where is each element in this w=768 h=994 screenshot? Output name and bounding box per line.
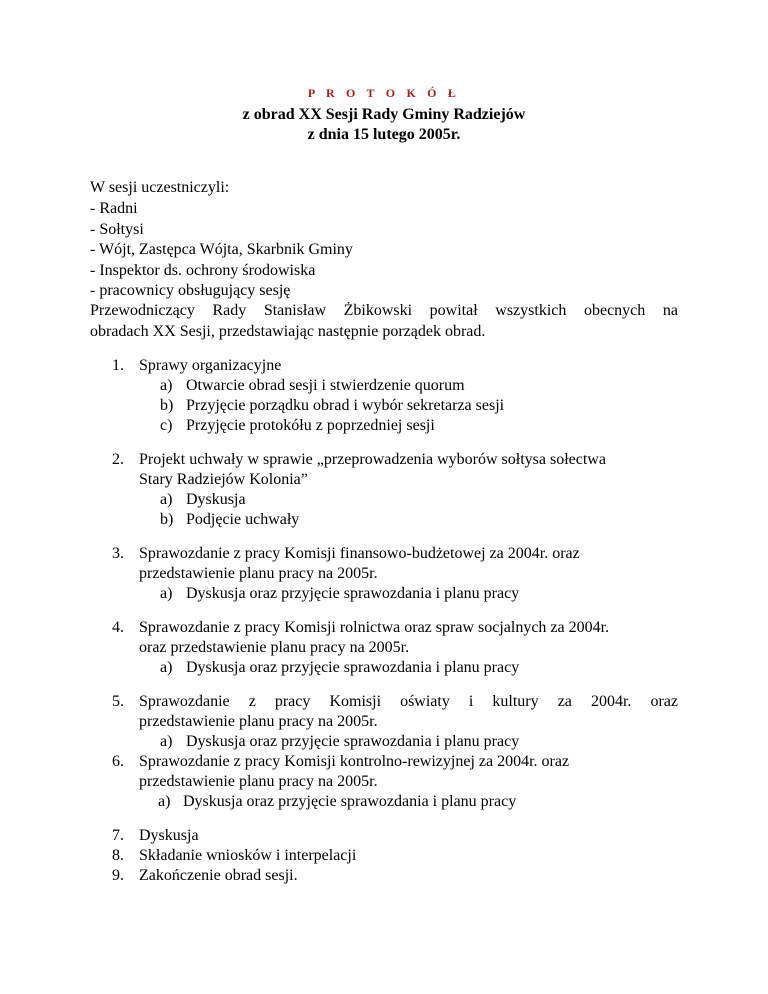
agenda-item-text: przedstawienie planu pracy na 2005r.: [139, 773, 378, 790]
attendee-item: - Wójt, Zastępca Wójta, Skarbnik Gminy: [90, 241, 353, 258]
document-subtitle: z obrad XX Sesji Rady Gminy Radziejów: [242, 106, 526, 123]
agenda-item-text: Sprawozdanie z pracy Komisji rolnictwa oraz spraw socjalnych za 2004r.: [139, 619, 610, 636]
agenda-item-text: przedstawienie planu pracy na 2005r.: [139, 565, 378, 582]
agenda-sub-letter: b): [160, 397, 174, 414]
agenda-sub-letter: c): [160, 417, 173, 434]
agenda-sub-text: Otwarcie obrad sesji i stwierdzenie quorum: [186, 377, 465, 394]
agenda-number: 7.: [112, 827, 124, 844]
attendee-item: - Radni: [90, 200, 138, 217]
agenda-item-text: Zakończenie obrad sesji.: [139, 867, 298, 884]
agenda-number: 1.: [112, 357, 124, 374]
agenda-number: 9.: [112, 867, 124, 884]
agenda-sub-text: Przyjęcie porządku obrad i wybór sekretarza sesji: [186, 397, 505, 414]
agenda-sub-letter: a): [160, 659, 173, 676]
agenda-sub-letter: a): [160, 585, 173, 602]
agenda-sub-letter: a): [160, 491, 173, 508]
agenda-item-text: Sprawozdanie z pracy Komisji oświaty i kultury za 2004r. oraz: [139, 693, 678, 710]
agenda-sub-letter: b): [160, 511, 174, 528]
agenda-number: 4.: [112, 619, 124, 636]
agenda-item-text: przedstawienie planu pracy na 2005r.: [139, 713, 378, 730]
attendee-item: - Inspektor ds. ochrony środowiska: [90, 262, 316, 279]
agenda-item-text: Stary Radziejów Kolonia”: [139, 471, 308, 488]
agenda-sub-text: Podjęcie uchwały: [186, 511, 300, 528]
agenda-sub-text: Dyskusja oraz przyjęcie sprawozdania i planu pracy: [186, 585, 520, 602]
agenda-sub-letter: a): [158, 793, 171, 810]
agenda-item-text: Projekt uchwały w sprawie „przeprowadzenia wyborów sołtysa sołectwa: [139, 451, 606, 468]
agenda-number: 3.: [112, 545, 124, 562]
welcome-paragraph-line: Przewodniczący Rady Stanisław Żbikowski powitał wszystkich obecnych na: [90, 302, 678, 319]
agenda-item-text: oraz przedstawienie planu pracy na 2005r.: [139, 639, 410, 656]
agenda-item-text: Sprawy organizacyjne: [139, 357, 282, 374]
agenda-item-text: Dyskusja: [139, 827, 199, 844]
agenda-sub-letter: a): [160, 377, 173, 394]
document-title: P R O T O K Ó Ł: [307, 86, 461, 100]
agenda-item-text: Sprawozdanie z pracy Komisji finansowo-budżetowej za 2004r. oraz: [139, 545, 580, 562]
agenda-number: 8.: [112, 847, 124, 864]
agenda-sub-text: Dyskusja oraz przyjęcie sprawozdania i planu pracy: [183, 793, 517, 810]
attendees-intro: W sesji uczestniczyli:: [90, 179, 230, 196]
agenda-sub-text: Dyskusja: [186, 491, 246, 508]
welcome-paragraph-line: obradach XX Sesji, przedstawiając następnie porządek obrad.: [90, 323, 486, 340]
document-date: z dnia 15 lutego 2005r.: [307, 126, 461, 143]
attendee-item: - pracownicy obsługujący sesję: [90, 282, 291, 299]
agenda-item-text: Składanie wniosków i interpelacji: [139, 847, 357, 864]
agenda-number: 5.: [112, 693, 124, 710]
agenda-sub-text: Przyjęcie protokółu z poprzedniej sesji: [186, 417, 435, 434]
agenda-sub-text: Dyskusja oraz przyjęcie sprawozdania i planu pracy: [186, 659, 520, 676]
agenda-sub-text: Dyskusja oraz przyjęcie sprawozdania i planu pracy: [186, 733, 520, 750]
attendee-item: - Sołtysi: [90, 221, 144, 238]
agenda-item-text: Sprawozdanie z pracy Komisji kontrolno-rewizyjnej za 2004r. oraz: [139, 753, 570, 770]
agenda-sub-letter: a): [160, 733, 173, 750]
agenda-number: 2.: [112, 451, 124, 468]
agenda-number: 6.: [112, 753, 124, 770]
